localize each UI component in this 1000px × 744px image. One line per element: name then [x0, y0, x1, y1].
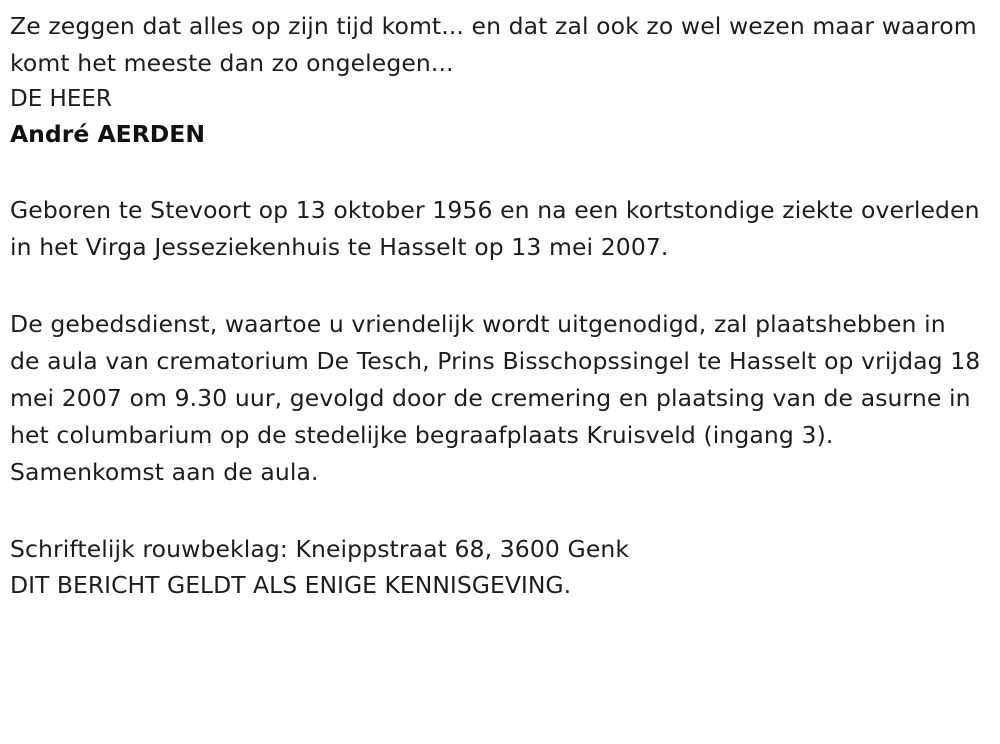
- birth-death-paragraph: Geboren te Stevoort op 13 oktober 1956 en na een kortstondige ziekte overleden in het Virga Jesseziekenhuis te Hasselt op 13 mei 2007.: [10, 196, 980, 261]
- condolences-line: Schriftelijk rouwbeklag: Kneippstraat 68, 3600 Genk: [10, 535, 630, 563]
- intro-paragraph: Ze zeggen dat alles op zijn tijd komt... en dat zal ook zo wel wezen maar waarom komt het meeste dan zo ongelegen...: [10, 12, 977, 77]
- deceased-name: André AERDEN: [10, 120, 206, 148]
- notice-line: DIT BERICHT GELDT ALS ENIGE KENNISGEVING.: [10, 571, 572, 599]
- service-details-paragraph: De gebedsdienst, waartoe u vriendelijk wordt uitgenodigd, zal plaatshebben in de aula van crematorium De Tesch, Prins Bisschopssingel te Hasselt op vrijdag 18 mei 2007 om 9.30 uur, gevolgd door de cremering en plaatsing van de asurne in het columbarium op de stedelijke begraafplaats Kruisveld (ingang 3). Samenkomst aan de aula.: [10, 310, 981, 486]
- honorific-label: DE HEER: [10, 86, 112, 112]
